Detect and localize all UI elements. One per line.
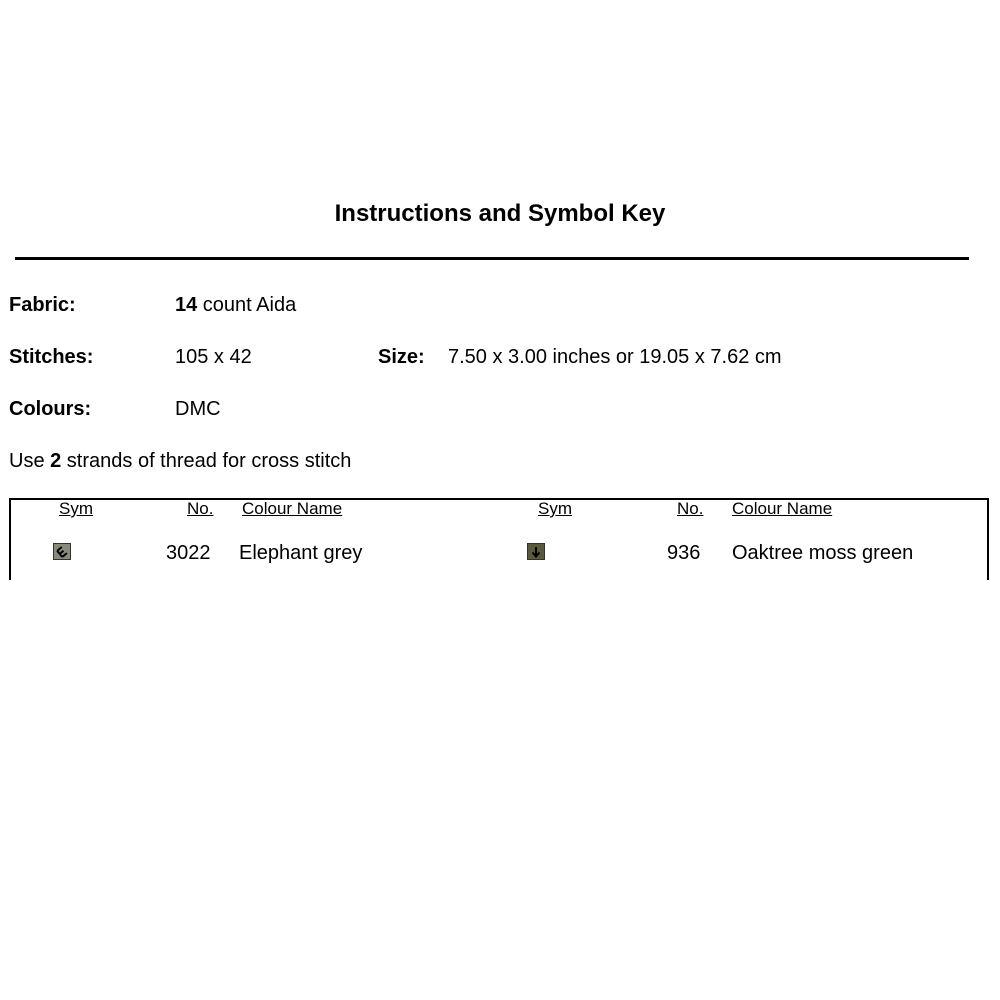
header-sym-right: Sym	[538, 499, 572, 518]
size-value: 7.50 x 3.00 inches or 19.05 x 7.62 cm	[448, 346, 782, 368]
thread-number: 936	[667, 542, 701, 564]
symbol-key-table	[9, 498, 989, 580]
fabric-value	[175, 294, 296, 317]
colours-value: DMC	[175, 398, 221, 420]
e-symbol-icon	[53, 543, 71, 560]
strands-suffix: strands of thread for cross stitch	[61, 450, 352, 472]
page-title: Instructions and Symbol Key	[334, 200, 666, 227]
size-label: Size:	[378, 346, 425, 368]
stitches-value: 105 x 42	[175, 346, 252, 368]
fabric-count: 14	[175, 294, 198, 316]
thread-colour-name: Elephant grey	[239, 542, 363, 564]
header-colour-name-right: Colour Name	[732, 499, 833, 518]
strands-count: 2	[50, 450, 62, 472]
header-no-right: No.	[677, 499, 704, 518]
header-sym-left: Sym	[59, 499, 93, 518]
down-arrow-symbol-icon	[527, 543, 545, 560]
header-colour-name-left: Colour Name	[242, 499, 343, 518]
fabric-suffix: count Aida	[197, 294, 297, 316]
strands-prefix: Use	[9, 450, 51, 472]
header-no-left: No.	[187, 499, 214, 518]
fabric-label: Fabric:	[9, 294, 76, 316]
strands-instruction	[9, 450, 351, 473]
colours-label: Colours:	[9, 398, 92, 420]
thread-number: 3022	[166, 542, 211, 564]
thread-colour-name: Oaktree moss green	[732, 542, 914, 564]
title-divider	[15, 257, 969, 260]
stitches-label: Stitches:	[9, 346, 94, 368]
